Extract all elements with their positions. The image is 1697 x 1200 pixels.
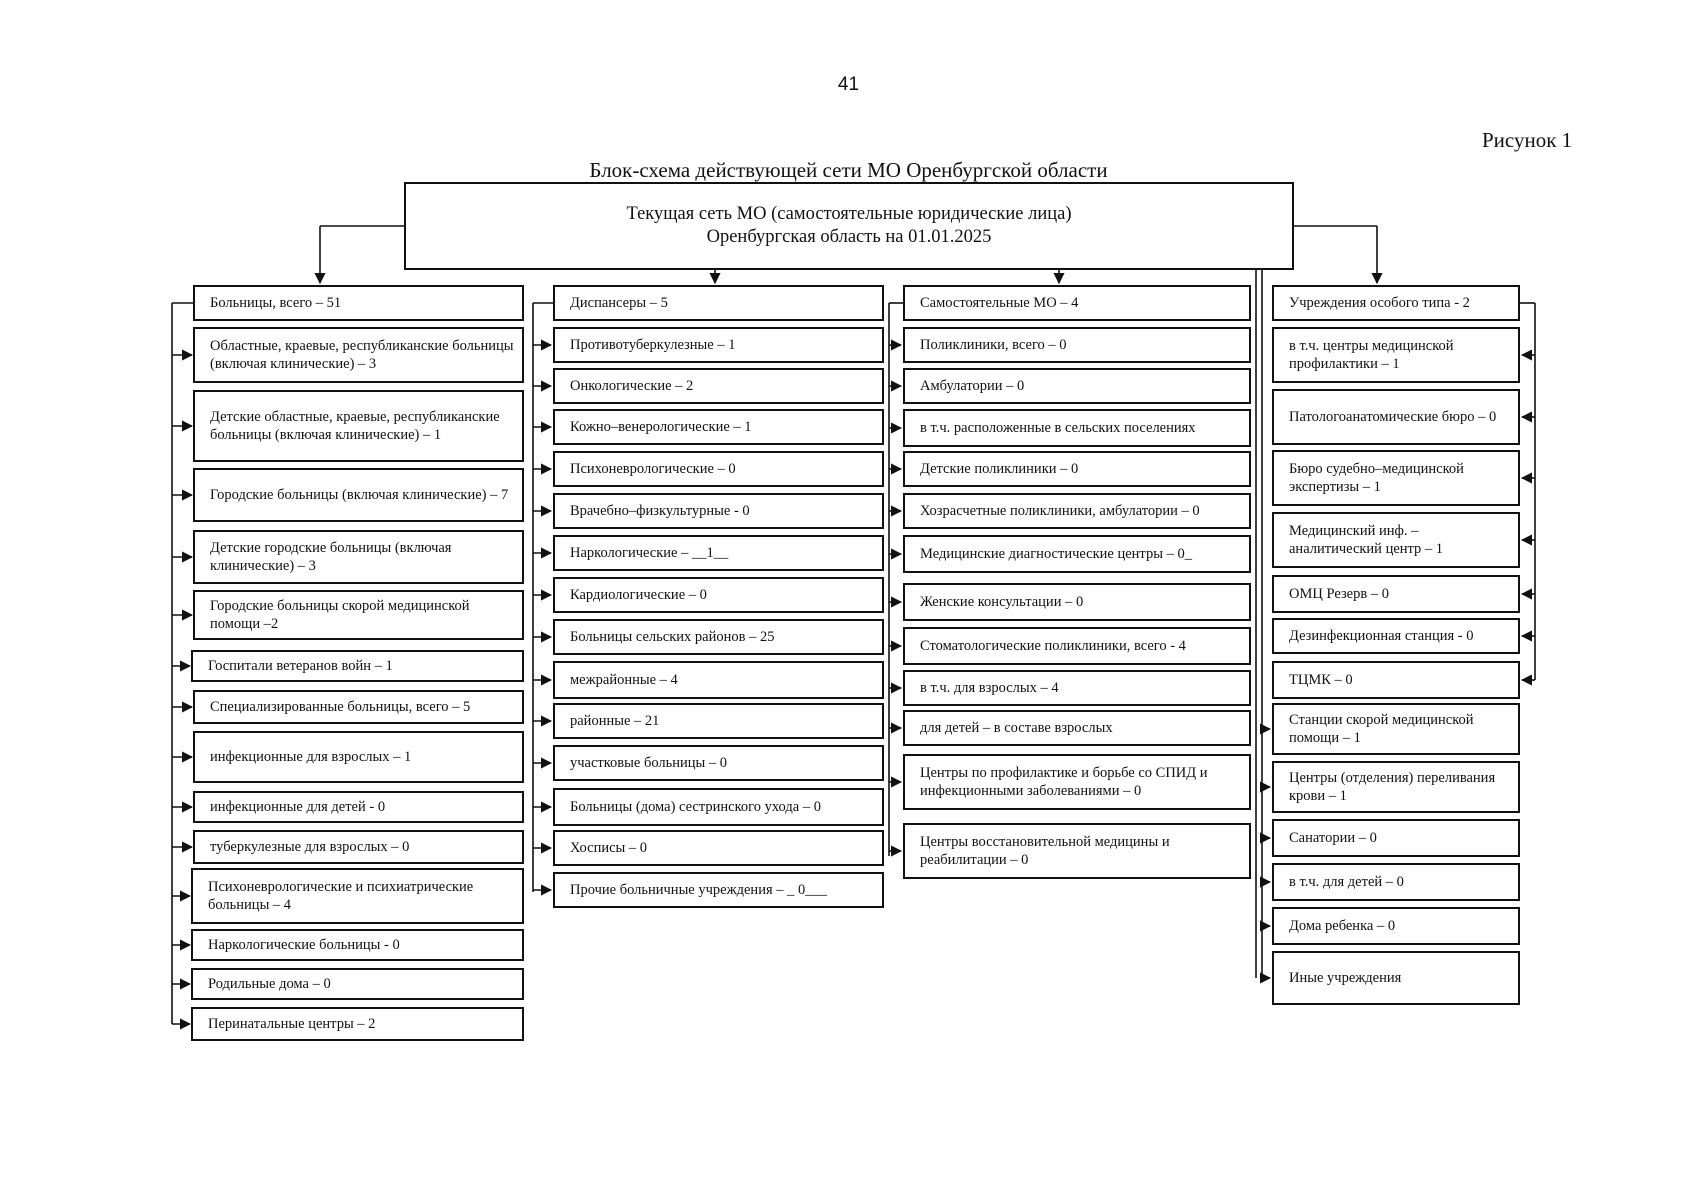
category-label: туберкулезные для взрослых – 0 — [210, 839, 410, 855]
column-header-box — [553, 285, 884, 321]
category-label: Детские поликлиники – 0 — [920, 461, 1079, 477]
column-header-label: Диспансеры – 5 — [570, 295, 668, 311]
category-label: Кожно–венерологические – 1 — [570, 419, 752, 435]
category-label: Родильные дома – 0 — [208, 976, 331, 992]
category-label: в т.ч. для взрослых – 4 — [920, 680, 1059, 696]
category-box — [1272, 512, 1520, 568]
category-label: Госпитали ветеранов войн – 1 — [208, 658, 393, 674]
category-box — [191, 650, 524, 682]
category-box — [191, 968, 524, 1000]
column-header-label: Самостоятельные МО – 4 — [920, 295, 1079, 311]
category-box — [903, 670, 1251, 706]
category-label: для детей – в составе взрослых — [920, 720, 1113, 736]
category-box — [553, 493, 884, 529]
category-label: Противотуберкулезные – 1 — [570, 337, 736, 353]
category-box — [553, 577, 884, 613]
root-box — [404, 182, 1294, 270]
category-label: Центры восстановительной медицины и реабилитации – 0 — [920, 834, 1170, 868]
category-box — [191, 929, 524, 961]
category-label: инфекционные для взрослых – 1 — [210, 749, 412, 765]
category-label: Санатории – 0 — [1289, 830, 1377, 846]
category-box — [193, 830, 524, 864]
category-label: участковые больницы – 0 — [570, 755, 728, 771]
category-label: Больницы (дома) сестринского ухода – 0 — [570, 799, 821, 815]
category-label: в т.ч. центры медицинской профилактики – 1 — [1289, 338, 1454, 372]
category-box — [903, 627, 1251, 665]
category-label: Больницы сельских районов – 25 — [570, 629, 775, 645]
category-label: Иные учреждения — [1289, 970, 1402, 986]
category-label: Городские больницы (включая клинические) – 7 — [210, 487, 509, 503]
category-label: инфекционные для детей - 0 — [210, 799, 386, 815]
category-label: Детские областные, краевые, республиканские больницы (включая клинические) – 1 — [210, 409, 500, 443]
category-label: Детские городские больницы (включая клинические) – 3 — [210, 540, 452, 574]
category-label: Центры (отделения) переливания крови – 1 — [1289, 770, 1496, 804]
category-box — [191, 868, 524, 924]
category-label: Стоматологические поликлиники, всего - 4 — [920, 638, 1186, 654]
category-box — [193, 590, 524, 640]
category-label: Наркологические больницы - 0 — [208, 937, 400, 953]
category-box — [193, 327, 524, 383]
category-label: Дезинфекционная станция - 0 — [1289, 628, 1474, 644]
category-label: Врачебно–физкультурные - 0 — [570, 503, 750, 519]
category-box — [193, 791, 524, 823]
category-label: районные – 21 — [570, 713, 660, 729]
category-label: Психоневрологические – 0 — [570, 461, 736, 477]
column-header-box — [193, 285, 524, 321]
category-box — [553, 327, 884, 363]
root-title: Текущая сеть МО (самостоятельные юридические лица) — [626, 204, 1072, 224]
category-box — [1272, 907, 1520, 945]
category-label: Медицинские диагностические центры – 0_ — [920, 546, 1192, 562]
column-header-box — [903, 285, 1251, 321]
category-label: Патологоанатомические бюро – 0 — [1289, 409, 1497, 425]
category-box — [553, 745, 884, 781]
category-label: Амбулатории – 0 — [920, 378, 1025, 394]
category-label: ОМЦ Резерв – 0 — [1289, 586, 1389, 602]
category-label: Специализированные больницы, всего – 5 — [210, 699, 471, 715]
category-box — [903, 493, 1251, 529]
category-box — [553, 409, 884, 445]
category-label: Городские больницы скорой медицинской помощи –2 — [210, 598, 470, 632]
category-label: Дома ребенка – 0 — [1289, 918, 1396, 934]
category-box — [553, 368, 884, 404]
category-box — [1272, 819, 1520, 857]
category-label: Психоневрологические и психиатрические больницы – 4 — [208, 879, 474, 913]
category-box — [553, 451, 884, 487]
category-box — [1272, 863, 1520, 901]
category-box — [1272, 450, 1520, 506]
category-label: Медицинский инф. – аналитический центр – 1 — [1289, 523, 1444, 557]
category-box — [553, 830, 884, 866]
category-label: Центры по профилактике и борьбе со СПИД и инфекционными заболеваниями – 0 — [920, 765, 1208, 799]
category-label: Станции скорой медицинской помощи – 1 — [1289, 712, 1474, 746]
category-label: Областные, краевые, республиканские больницы (включая клинические) – 3 — [210, 338, 514, 372]
category-box — [1272, 951, 1520, 1005]
category-label: Прочие больничные учреждения – _ 0___ — [570, 882, 827, 898]
category-box — [903, 535, 1251, 573]
category-label: межрайонные – 4 — [570, 672, 678, 688]
category-box — [903, 409, 1251, 447]
category-box — [1272, 661, 1520, 699]
category-box — [903, 823, 1251, 879]
category-box — [1272, 618, 1520, 654]
category-box — [1272, 703, 1520, 755]
category-box — [903, 583, 1251, 621]
category-label: Перинатальные центры – 2 — [208, 1016, 376, 1032]
category-box — [903, 327, 1251, 363]
category-box — [1272, 327, 1520, 383]
category-label: Кардиологические – 0 — [570, 587, 707, 603]
category-box — [903, 754, 1251, 810]
category-label: Хозрасчетные поликлиники, амбулатории – 0 — [920, 503, 1200, 519]
diagram-title: Блок-схема действующей сети МО Оренбургской области — [589, 158, 1108, 182]
column-header-label: Учреждения особого типа - 2 — [1289, 295, 1470, 311]
category-label: ТЦМК – 0 — [1289, 672, 1353, 688]
category-box — [1272, 389, 1520, 445]
category-box — [903, 451, 1251, 487]
category-box — [193, 731, 524, 783]
category-box — [903, 368, 1251, 404]
category-label: Онкологические – 2 — [570, 378, 694, 394]
figure-label: Рисунок 1 — [1482, 128, 1573, 152]
category-box — [193, 530, 524, 584]
category-box — [553, 661, 884, 699]
column-header-box — [1272, 285, 1520, 321]
category-box — [903, 710, 1251, 746]
page-number: 41 — [837, 74, 860, 95]
category-label: Хосписы – 0 — [570, 840, 648, 856]
category-box — [553, 535, 884, 571]
root-date: Оренбургская область на 01.01.2025 — [706, 227, 992, 247]
category-box — [193, 390, 524, 462]
category-box — [553, 872, 884, 908]
category-label: Поликлиники, всего – 0 — [920, 337, 1067, 353]
category-box — [1272, 575, 1520, 613]
category-label: Бюро судебно–медицинской экспертизы – 1 — [1289, 461, 1464, 495]
column-header-label: Больницы, всего – 51 — [210, 295, 342, 311]
category-label: Наркологические – __1__ — [570, 545, 729, 561]
category-box — [1272, 761, 1520, 813]
category-label: в т.ч. расположенные в сельских поселениях — [920, 420, 1196, 436]
category-box — [553, 788, 884, 826]
category-box — [191, 1007, 524, 1041]
category-box — [553, 619, 884, 655]
category-box — [553, 703, 884, 739]
category-label: в т.ч. для детей – 0 — [1289, 874, 1404, 890]
category-box — [193, 690, 524, 724]
category-box — [193, 468, 524, 522]
category-label: Женские консультации – 0 — [920, 594, 1084, 610]
